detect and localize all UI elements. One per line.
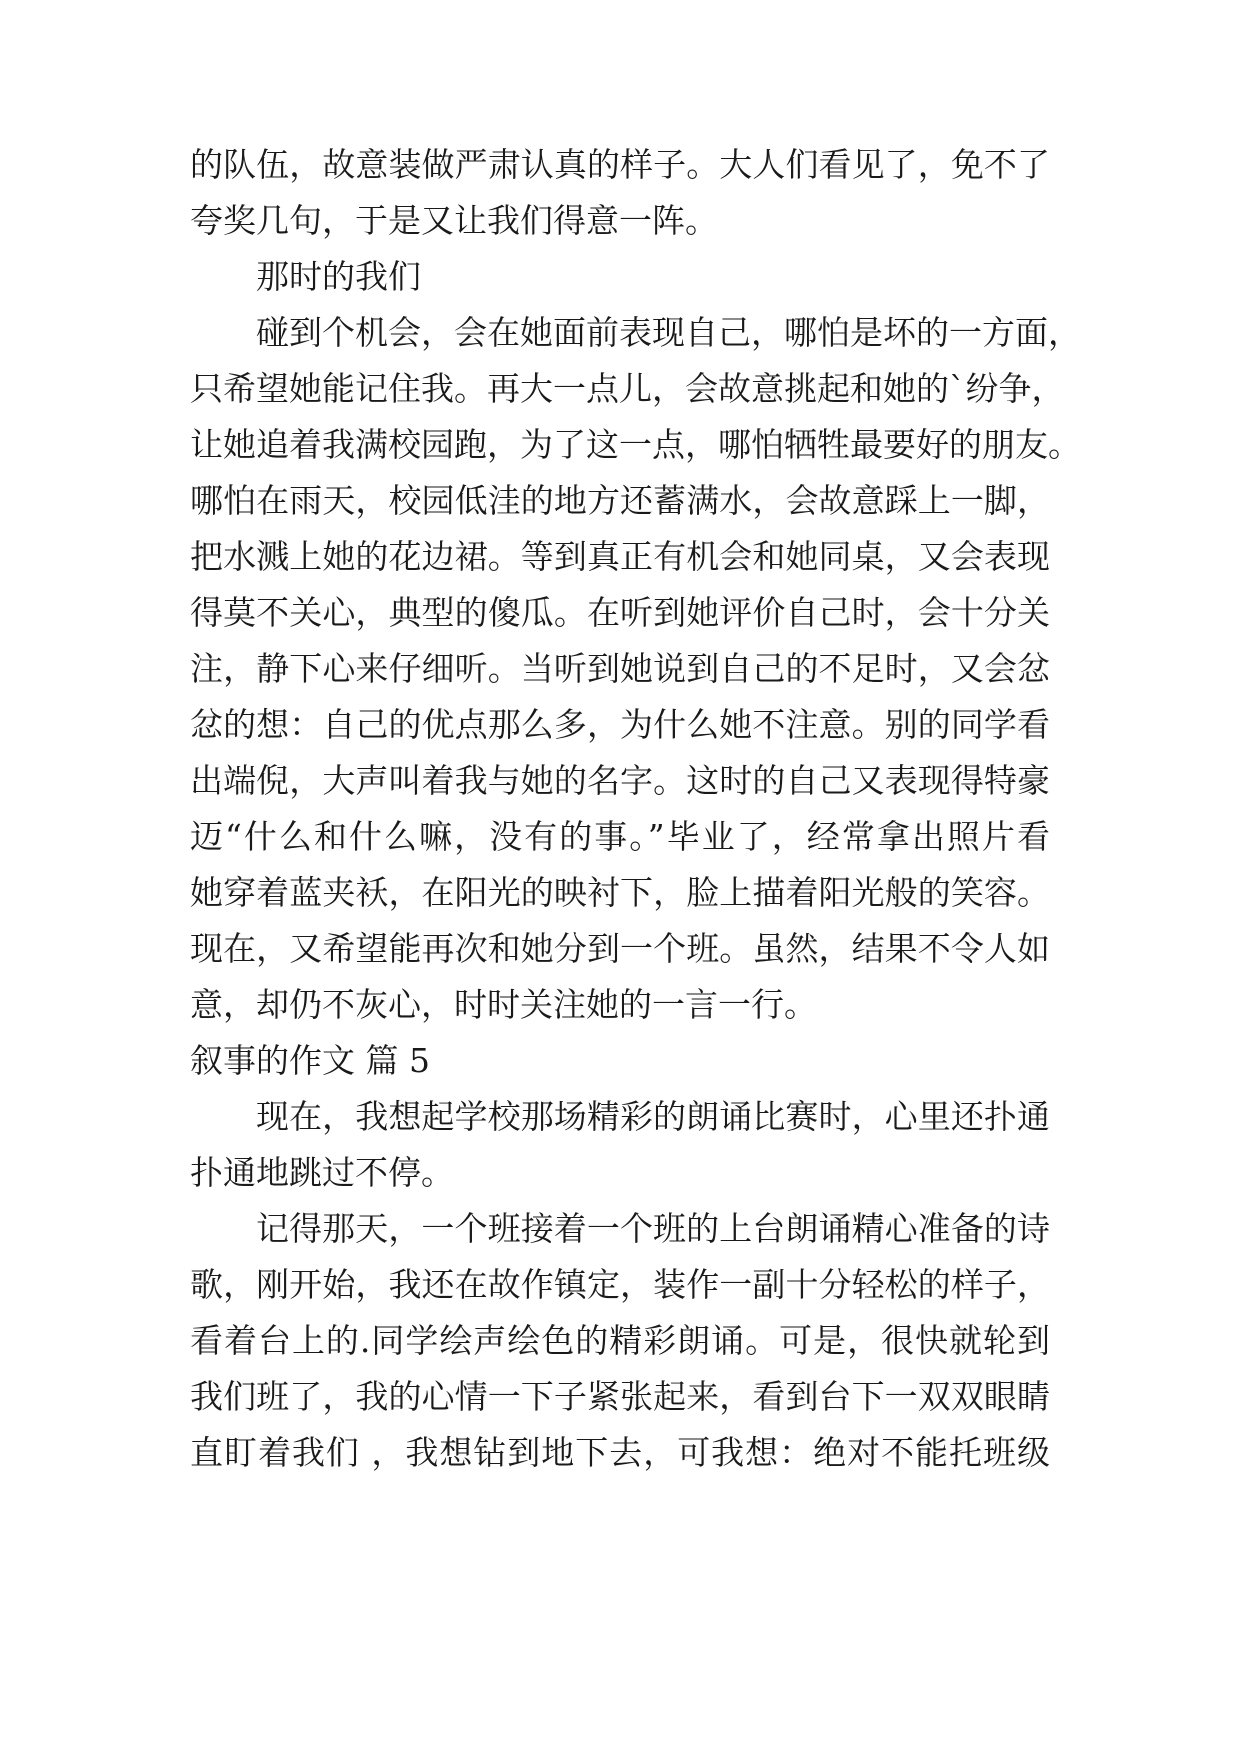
text-line: 让她追着我满校园跑，为了这一点，哪怕牺牲最要好的朋友。: [190, 425, 1081, 464]
text-line: 哪怕在雨天，校园低洼的地方还蓄满水，会故意踩上一脚，: [190, 481, 1050, 520]
text-line: 意，却仍不灰心，时时关注她的一言一行。: [190, 985, 817, 1024]
text-line: 把水溅上她的花边裙。等到真正有机会和她同桌，又会表现: [190, 537, 1050, 576]
text-line: 直盯着我们 ，我想钻到地下去，可我想：绝对不能托班级: [190, 1433, 1050, 1472]
text-line: 出端倪，大声叫着我与她的名字。这时的自己又表现得特豪: [190, 761, 1050, 800]
text-line: 看着台上的.同学绘声绘色的精彩朗诵。可是，很快就轮到: [190, 1321, 1050, 1360]
text-line: 扑通地跳过不停。: [190, 1153, 454, 1192]
text-line: 现在，又希望能再次和她分到一个班。虽然，结果不令人如: [190, 929, 1050, 968]
text-line: 忿的想：自己的优点那么多，为什么她不注意。别的同学看: [190, 705, 1050, 744]
text-line: 我们班了，我的心情一下子紧张起来，看到台下一双双眼睛: [190, 1377, 1050, 1416]
article-heading: 叙事的作文 篇 5: [190, 1041, 430, 1080]
text-line: 得莫不关心，典型的傻瓜。在听到她评价自己时，会十分关: [190, 593, 1050, 632]
text-line: 注，静下心来仔细听。当听到她说到自己的不足时，又会忿: [190, 649, 1050, 688]
section-heading: 那时的我们: [256, 257, 421, 296]
text-line: 只希望她能记住我。再大一点儿，会故意挑起和她的`纷争，: [190, 369, 1065, 408]
text-line: 碰到个机会，会在她面前表现自己，哪怕是坏的一方面，: [256, 313, 1081, 352]
text-line: 迈“什么和什么嘛，没有的事。”毕业了，经常拿出照片看: [190, 817, 1050, 856]
text-line: 歌，刚开始，我还在故作镇定，装作一副十分轻松的样子，: [190, 1265, 1050, 1304]
text-line: 夸奖几句，于是又让我们得意一阵。: [190, 201, 718, 240]
text-line: 她穿着蓝夹袄，在阳光的映衬下，脸上描着阳光般的笑容。: [190, 873, 1050, 912]
text-line: 记得那天，一个班接着一个班的上台朗诵精心准备的诗: [256, 1209, 1050, 1248]
text-line: 的队伍，故意装做严肃认真的样子。大人们看见了，免不了: [190, 145, 1050, 184]
text-line: 现在，我想起学校那场精彩的朗诵比赛时，心里还扑通: [256, 1097, 1050, 1136]
